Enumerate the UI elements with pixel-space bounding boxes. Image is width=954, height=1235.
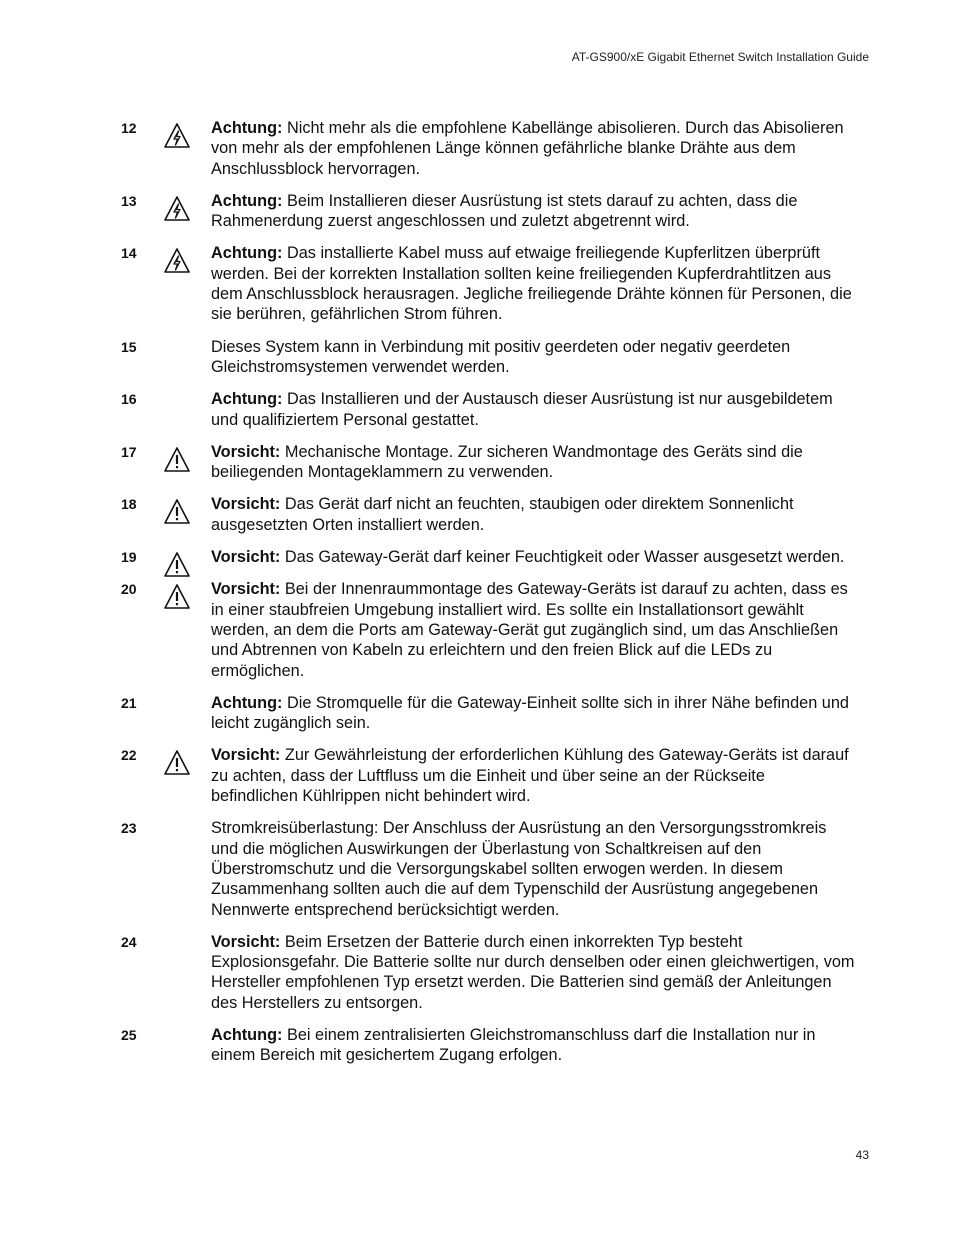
notice-body: Bei einem zentralisierten Gleichstromanschluss darf die Installation nur in einem Bereich mit gesichertem Zugang erfolgen. [211,1025,816,1065]
notice-body: Mechanische Montage. Zur sicheren Wandmontage des Geräts sind die beiliegenden Montageklammern zu verwenden. [211,442,803,482]
notice-text [211,494,856,535]
notice-number: 12 [121,120,137,136]
notice-text [211,818,856,919]
notice-label: Vorsicht: [211,442,281,461]
notice-body: Zur Gewährleistung der erforderlichen Kühlung des Gateway-Geräts ist darauf zu achten, dass der Luftfluss um die Einheit und über seine an der Rückseite befindlichen Kühlrippen nicht behindert wird. [211,746,849,806]
notice-number: 14 [121,245,137,262]
notice-item [0,932,954,1013]
notice-item [0,745,954,806]
notice-text [211,579,856,680]
notice-body: Dieses System kann in Verbindung mit positiv geerdeten oder negativ geerdeten Gleichstromsystemen verwendet werden. [211,337,791,376]
notice-item [0,191,954,232]
electrical-hazard-icon [163,247,191,275]
notice-label: Achtung: [211,1025,283,1044]
notice-number: 20 [121,581,137,598]
notice-number: 19 [121,549,137,566]
notice-label: Achtung: [211,244,283,263]
notice-item [0,579,954,680]
notice-item [0,547,954,567]
notice-label: Vorsicht: [211,580,281,599]
caution-icon [163,551,191,579]
notice-item [0,118,954,179]
notice-body: Das Installieren und der Austausch dieser Ausrüstung ist nur ausgebildetem und qualifiziertem Personal gestattet. [211,390,833,429]
notice-body: Das installierte Kabel muss auf etwaige freiliegende Kupferlitzen überprüft werden. Bei der korrekten Installation sollten keine freiliegenden Kupferdrahtlitzen aus dem Anschlussblock herausragen. Jegliche freiliegende Drähte können für Personen, die sie berühren, gefährlichen Strom führen. [211,244,852,324]
caution-icon [163,498,191,526]
notice-body: Stromkreisüberlastung: Der Anschluss der Ausrüstung an den Versorgungsstromkreis und die möglichen Auswirkungen der Überlastung von Schaltkreisen auf den Überstromschutz und die Versorgungskabel sollten erwogen werden. In diesem Zusammenhang sollten auch die auf dem Typenschild der Ausrüstung angegebenen Nennwerte entsprechend berücksichtigt werden. [211,819,827,919]
notice-body: Bei der Innenraummontage des Gateway-Geräts ist darauf zu achten, dass es in einer staubfreien Umgebung installiert wird. Es sollte ein Installationsort gewählt werden, an dem die Ports am Gateway-Gerät gut zugänglich sind, um das Anschließen und Abtrennen von Kabeln zu erleichtern und den freien Blick auf die LEDs zu ermöglichen. [211,580,848,680]
caution-icon [163,749,191,777]
notice-text [211,547,856,567]
notice-body: Nicht mehr als die empfohlene Kabellänge abisolieren. Durch das Abisolieren von mehr als der empfohlenen Länge können gefährliche blanke Drähte aus dem Anschlussblock hervorragen. [211,119,844,178]
notice-label: Achtung: [211,191,283,210]
notice-text [211,191,856,232]
notice-text [211,442,856,483]
notice-text [211,932,856,1013]
notice-item [0,389,954,430]
electrical-hazard-icon [163,195,191,223]
notice-text [211,243,856,324]
notice-item [0,1025,954,1066]
safety-notice-list [0,118,954,1078]
notice-text [211,693,856,734]
notice-body: Die Stromquelle für die Gateway-Einheit sollte sich in ihrer Nähe befinden und leicht zugänglich sein. [211,693,849,733]
notice-number: 23 [121,820,137,837]
notice-item [0,337,954,378]
notice-number: 17 [121,443,137,460]
notice-item [0,494,954,535]
notice-item [0,693,954,734]
notice-label: Vorsicht: [211,548,281,567]
caution-icon [163,446,191,474]
notice-number: 15 [121,338,137,355]
notice-text [211,1025,856,1066]
running-header: AT-GS900/xE Gigabit Ethernet Switch Installation Guide [571,50,869,64]
notice-number: 22 [121,747,137,764]
notice-text [211,389,856,430]
notice-label: Achtung: [211,390,283,409]
notice-number: 25 [121,1026,137,1043]
notice-number: 16 [121,391,137,408]
notice-text [211,337,856,378]
notice-label: Vorsicht: [211,495,281,514]
notice-item [0,442,954,483]
notice-item [0,243,954,324]
notice-number: 21 [121,694,137,711]
notice-number: 24 [121,933,137,950]
electrical-hazard-icon [163,122,191,150]
notice-text [211,745,856,806]
notice-body: Beim Installieren dieser Ausrüstung ist stets darauf zu achten, dass die Rahmenerdung zuerst angeschlossen und zuletzt abgetrennt wird. [211,191,798,231]
page-number: 43 [855,1148,869,1162]
notice-item [0,818,954,919]
notice-label: Achtung: [211,693,283,712]
notice-label: Achtung: [211,119,283,137]
notice-number: 13 [121,192,137,209]
notice-body: Das Gateway-Gerät darf keiner Feuchtigkeit oder Wasser ausgesetzt werden. [280,548,845,567]
notice-body: Beim Ersetzen der Batterie durch einen inkorrekten Typ besteht Explosionsgefahr. Die Batterie sollte nur durch denselben oder einen gleichwertigen, vom Hersteller empfohlenen Typ ersetzt werden. Die Batterien sind gemäß der Anleitungen des Herstellers zu entsorgen. [211,932,855,1012]
notice-label: Vorsicht: [211,932,281,951]
notice-body: Das Gerät darf nicht an feuchten, staubigen oder direktem Sonnenlicht ausgesetzten Orten installiert werden. [211,495,794,534]
caution-icon [163,583,191,611]
notice-text [211,118,856,179]
notice-number: 18 [121,496,137,513]
notice-label: Vorsicht: [211,746,281,765]
